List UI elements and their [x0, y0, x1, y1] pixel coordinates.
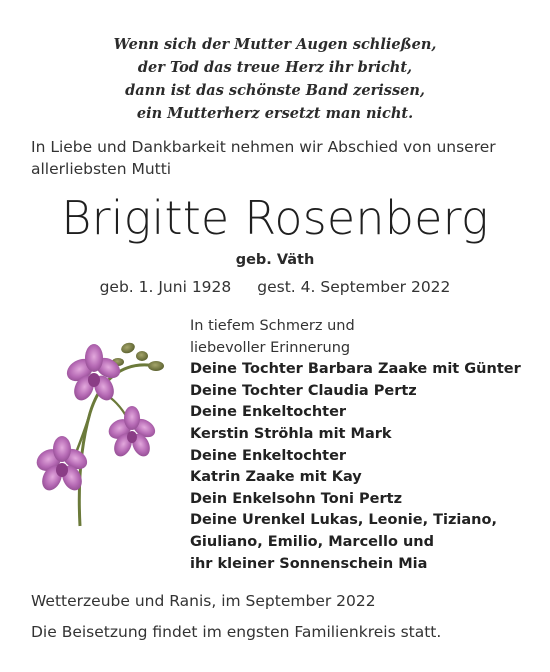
funeral-note: Die Beisetzung findet im engsten Familienkreis statt. — [31, 623, 442, 641]
poem-line-3: dann ist das schönste Band zerissen, — [125, 82, 425, 99]
mourner-line: Giuliano, Emilio, Marcello und — [190, 533, 434, 550]
deceased-name: Brigitte Rosenberg — [61, 191, 489, 245]
mourners-intro-line-2: liebevoller Erinnerung — [190, 339, 351, 356]
poem-line-4: ein Mutterherz ersetzt man nicht. — [136, 105, 414, 122]
mourner-line: Katrin Zaake mit Kay — [190, 469, 362, 486]
mourners-list — [190, 316, 530, 575]
birth-date: geb. 1. Juni 1928 — [99, 278, 232, 296]
mourner-line: Kerstin Ströhla mit Mark — [190, 425, 392, 442]
poem-line-2: der Tod das treue Herz ihr bricht, — [137, 59, 413, 76]
death-date: gest. 4. September 2022 — [257, 278, 451, 296]
place-and-date: Wetterzeube und Ranis, im September 2022 — [31, 592, 376, 610]
mourner-line: Deine Tochter Claudia Pertz — [190, 382, 417, 399]
maiden-name: geb. Väth — [235, 252, 315, 268]
mourner-line: ihr kleiner Sonnenschein Mia — [190, 555, 428, 572]
mourner-line: Deine Tochter Barbara Zaake mit Günter — [190, 361, 521, 378]
orchid-flower-icon — [28, 318, 168, 528]
mourner-line: Deine Enkeltochter — [190, 404, 347, 421]
poem-line-1: Wenn sich der Mutter Augen schließen, — [113, 36, 437, 53]
mourner-line: Deine Enkeltochter — [190, 447, 347, 464]
mourners-intro-line-1: In tiefem Schmerz und — [190, 318, 355, 334]
intro-text: In Liebe und Dankbarkeit nehmen wir Abschied von unserer allerliebsten Mutti — [31, 138, 496, 178]
poem — [0, 33, 550, 125]
life-dates — [0, 276, 550, 298]
mourner-line: Dein Enkelsohn Toni Pertz — [190, 490, 403, 507]
mourner-line: Deine Urenkel Lukas, Leonie, Tiziano, — [190, 512, 497, 529]
